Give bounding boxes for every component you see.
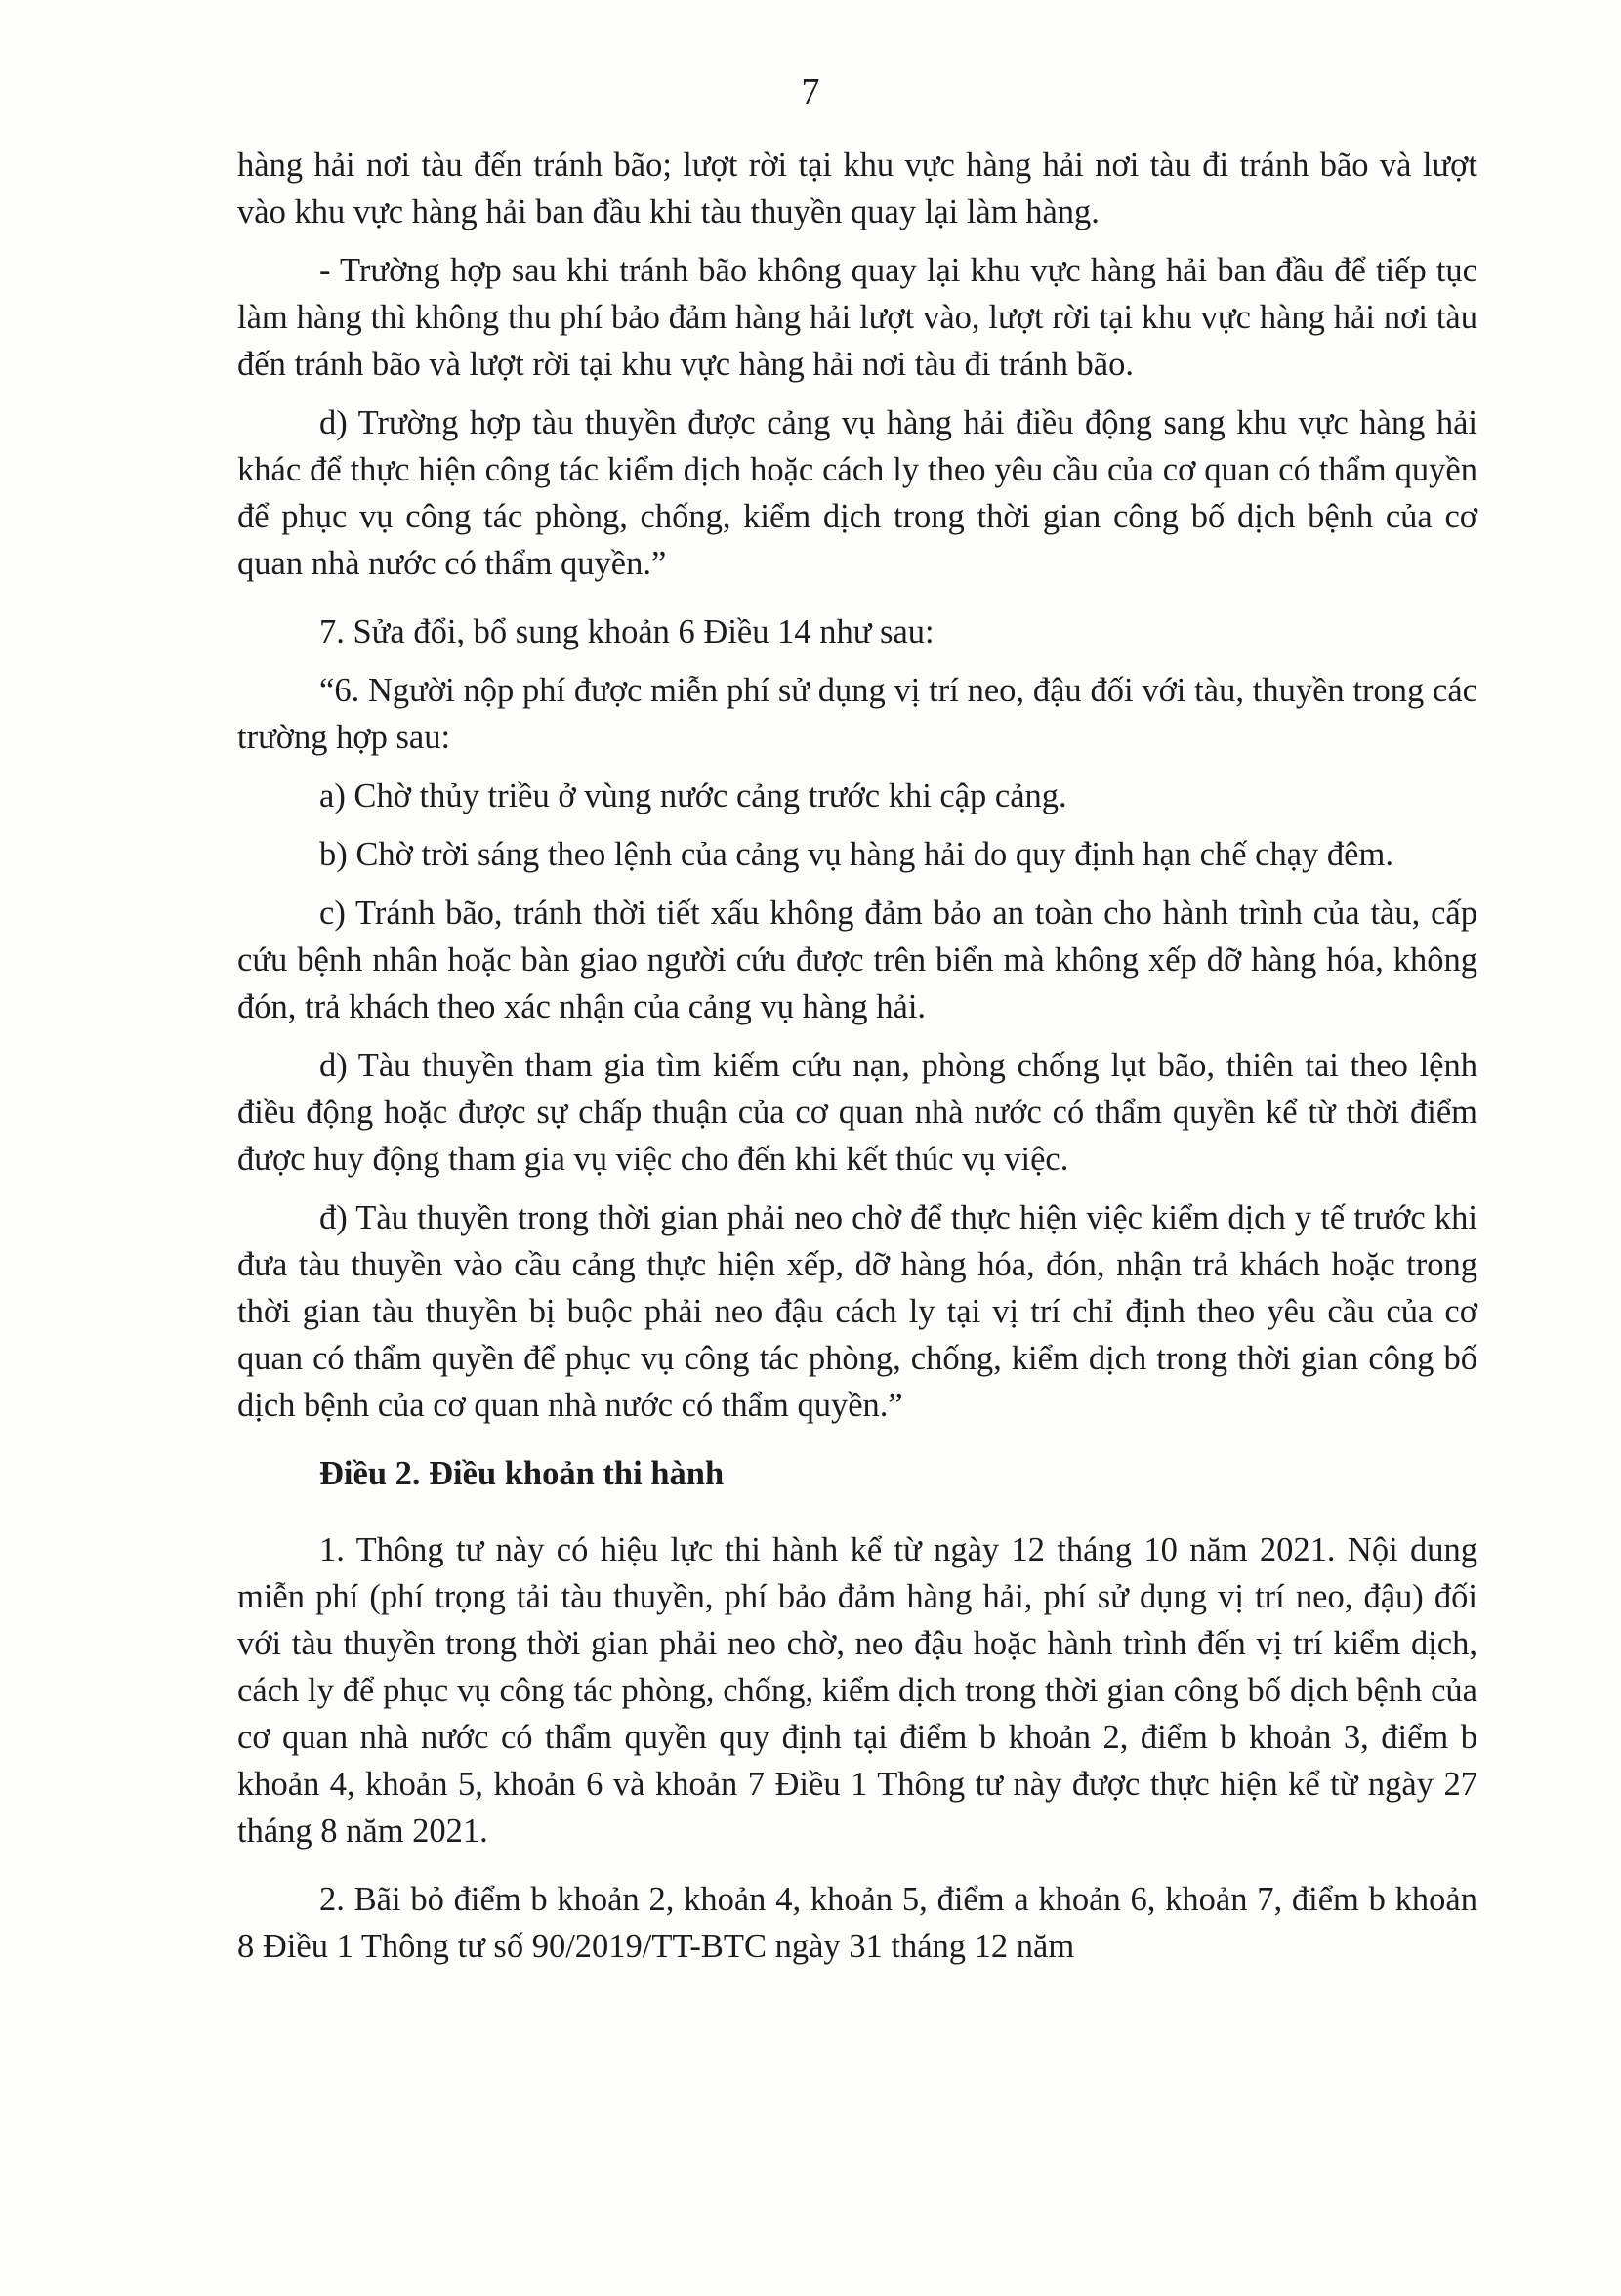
article-2-paragraph-1: 1. Thông tư này có hiệu lực thi hành kể từ ngày 12 tháng 10 năm 2021. Nội dung miễn phí (phí trọng tải tàu thuyền, phí bảo đảm hàng hải, phí sử dụng vị trí neo, đậu) đối với tàu thuyền trong thời gian phải neo chờ, neo đậu hoặc hành trình đến vị trí kiểm dịch, cách ly để phục vụ công tác phòng, chống, kiểm dịch trong thời gian công bố dịch bệnh của cơ quan nhà nước có thẩm quyền quy định tại điểm b khoản 2, điểm b khoản 3, điểm b khoản 4, khoản 5, khoản 6 và khoản 7 Điều 1 Thông tư này được thực hiện kể từ ngày 27 tháng 8 năm 2021.	[237, 1531, 1477, 1850]
article-2-heading: Điều 2. Điều khoản thi hành	[319, 1455, 725, 1492]
paragraph-6b: b) Chờ trời sáng theo lệnh của cảng vụ hàng hải do quy định hạn chế chạy đêm.	[319, 836, 1393, 873]
paragraph-6dd: đ) Tàu thuyền trong thời gian phải neo chờ để thực hiện việc kiểm dịch y tế trước khi đưa tàu thuyền vào cầu cảng thực hiện xếp, dỡ hàng hóa, đón, nhận trả khách hoặc trong thời gian tàu thuyền bị buộc phải neo đậu cách ly tại vị trí chỉ định theo yêu cầu của cơ quan có thẩm quyền để phục vụ công tác phòng, chống, kiểm dịch trong thời gian công bố dịch bệnh của cơ quan nhà nước có thẩm quyền.”	[237, 1199, 1477, 1424]
paragraph-6-intro: “6. Người nộp phí được miễn phí sử dụng vị trí neo, đậu đối với tàu, thuyền trong các trường hợp sau:	[237, 672, 1477, 756]
paragraph-6a: a) Chờ thủy triều ở vùng nước cảng trước khi cập cảng.	[319, 777, 1067, 814]
paragraph-item-7: 7. Sửa đổi, bổ sung khoản 6 Điều 14 như sau:	[319, 613, 935, 650]
paragraph-6d: d) Tàu thuyền tham gia tìm kiếm cứu nạn, phòng chống lụt bão, thiên tai theo lệnh điều động hoặc được sự chấp thuận của cơ quan nhà nước có thẩm quyền kể từ thời điểm được huy động tham gia vụ việc cho đến khi kết thúc vụ việc.	[237, 1047, 1477, 1178]
page-number: 7	[801, 71, 820, 112]
paragraph-d: d) Trường hợp tàu thuyền được cảng vụ hàng hải điều động sang khu vực hàng hải khác để thực hiện công tác kiểm dịch hoặc cách ly theo yêu cầu của cơ quan có thẩm quyền để phục vụ công tác phòng, chống, kiểm dịch trong thời gian công bố dịch bệnh của cơ quan nhà nước có thẩm quyền.”	[237, 404, 1477, 582]
paragraph-c-dash: - Trường hợp sau khi tránh bão không quay lại khu vực hàng hải ban đầu để tiếp tục làm hàng thì không thu phí bảo đảm hàng hải lượt vào, lượt rời tại khu vực hàng hải nơi tàu đến tránh bão và lượt rời tại khu vực hàng hải nơi tàu đi tránh bão.	[237, 252, 1477, 383]
paragraph-c-continuation: hàng hải nơi tàu đến tránh bão; lượt rời tại khu vực hàng hải nơi tàu đi tránh bão và lượt vào khu vực hàng hải ban đầu khi tàu thuyền quay lại làm hàng.	[237, 146, 1477, 230]
article-2-paragraph-2: 2. Bãi bỏ điểm b khoản 2, khoản 4, khoản 5, điểm a khoản 6, khoản 7, điểm b khoản 8 Điều 1 Thông tư số 90/2019/TT-BTC ngày 31 tháng 12 năm	[237, 1881, 1477, 1965]
paragraph-6c: c) Tránh bão, tránh thời tiết xấu không đảm bảo an toàn cho hành trình của tàu, cấp cứu bệnh nhân hoặc bàn giao người cứu được trên biển mà không xếp dỡ hàng hóa, không đón, trả khách theo xác nhận của cảng vụ hàng hải.	[237, 895, 1477, 1025]
document-body	[237, 142, 1477, 1982]
